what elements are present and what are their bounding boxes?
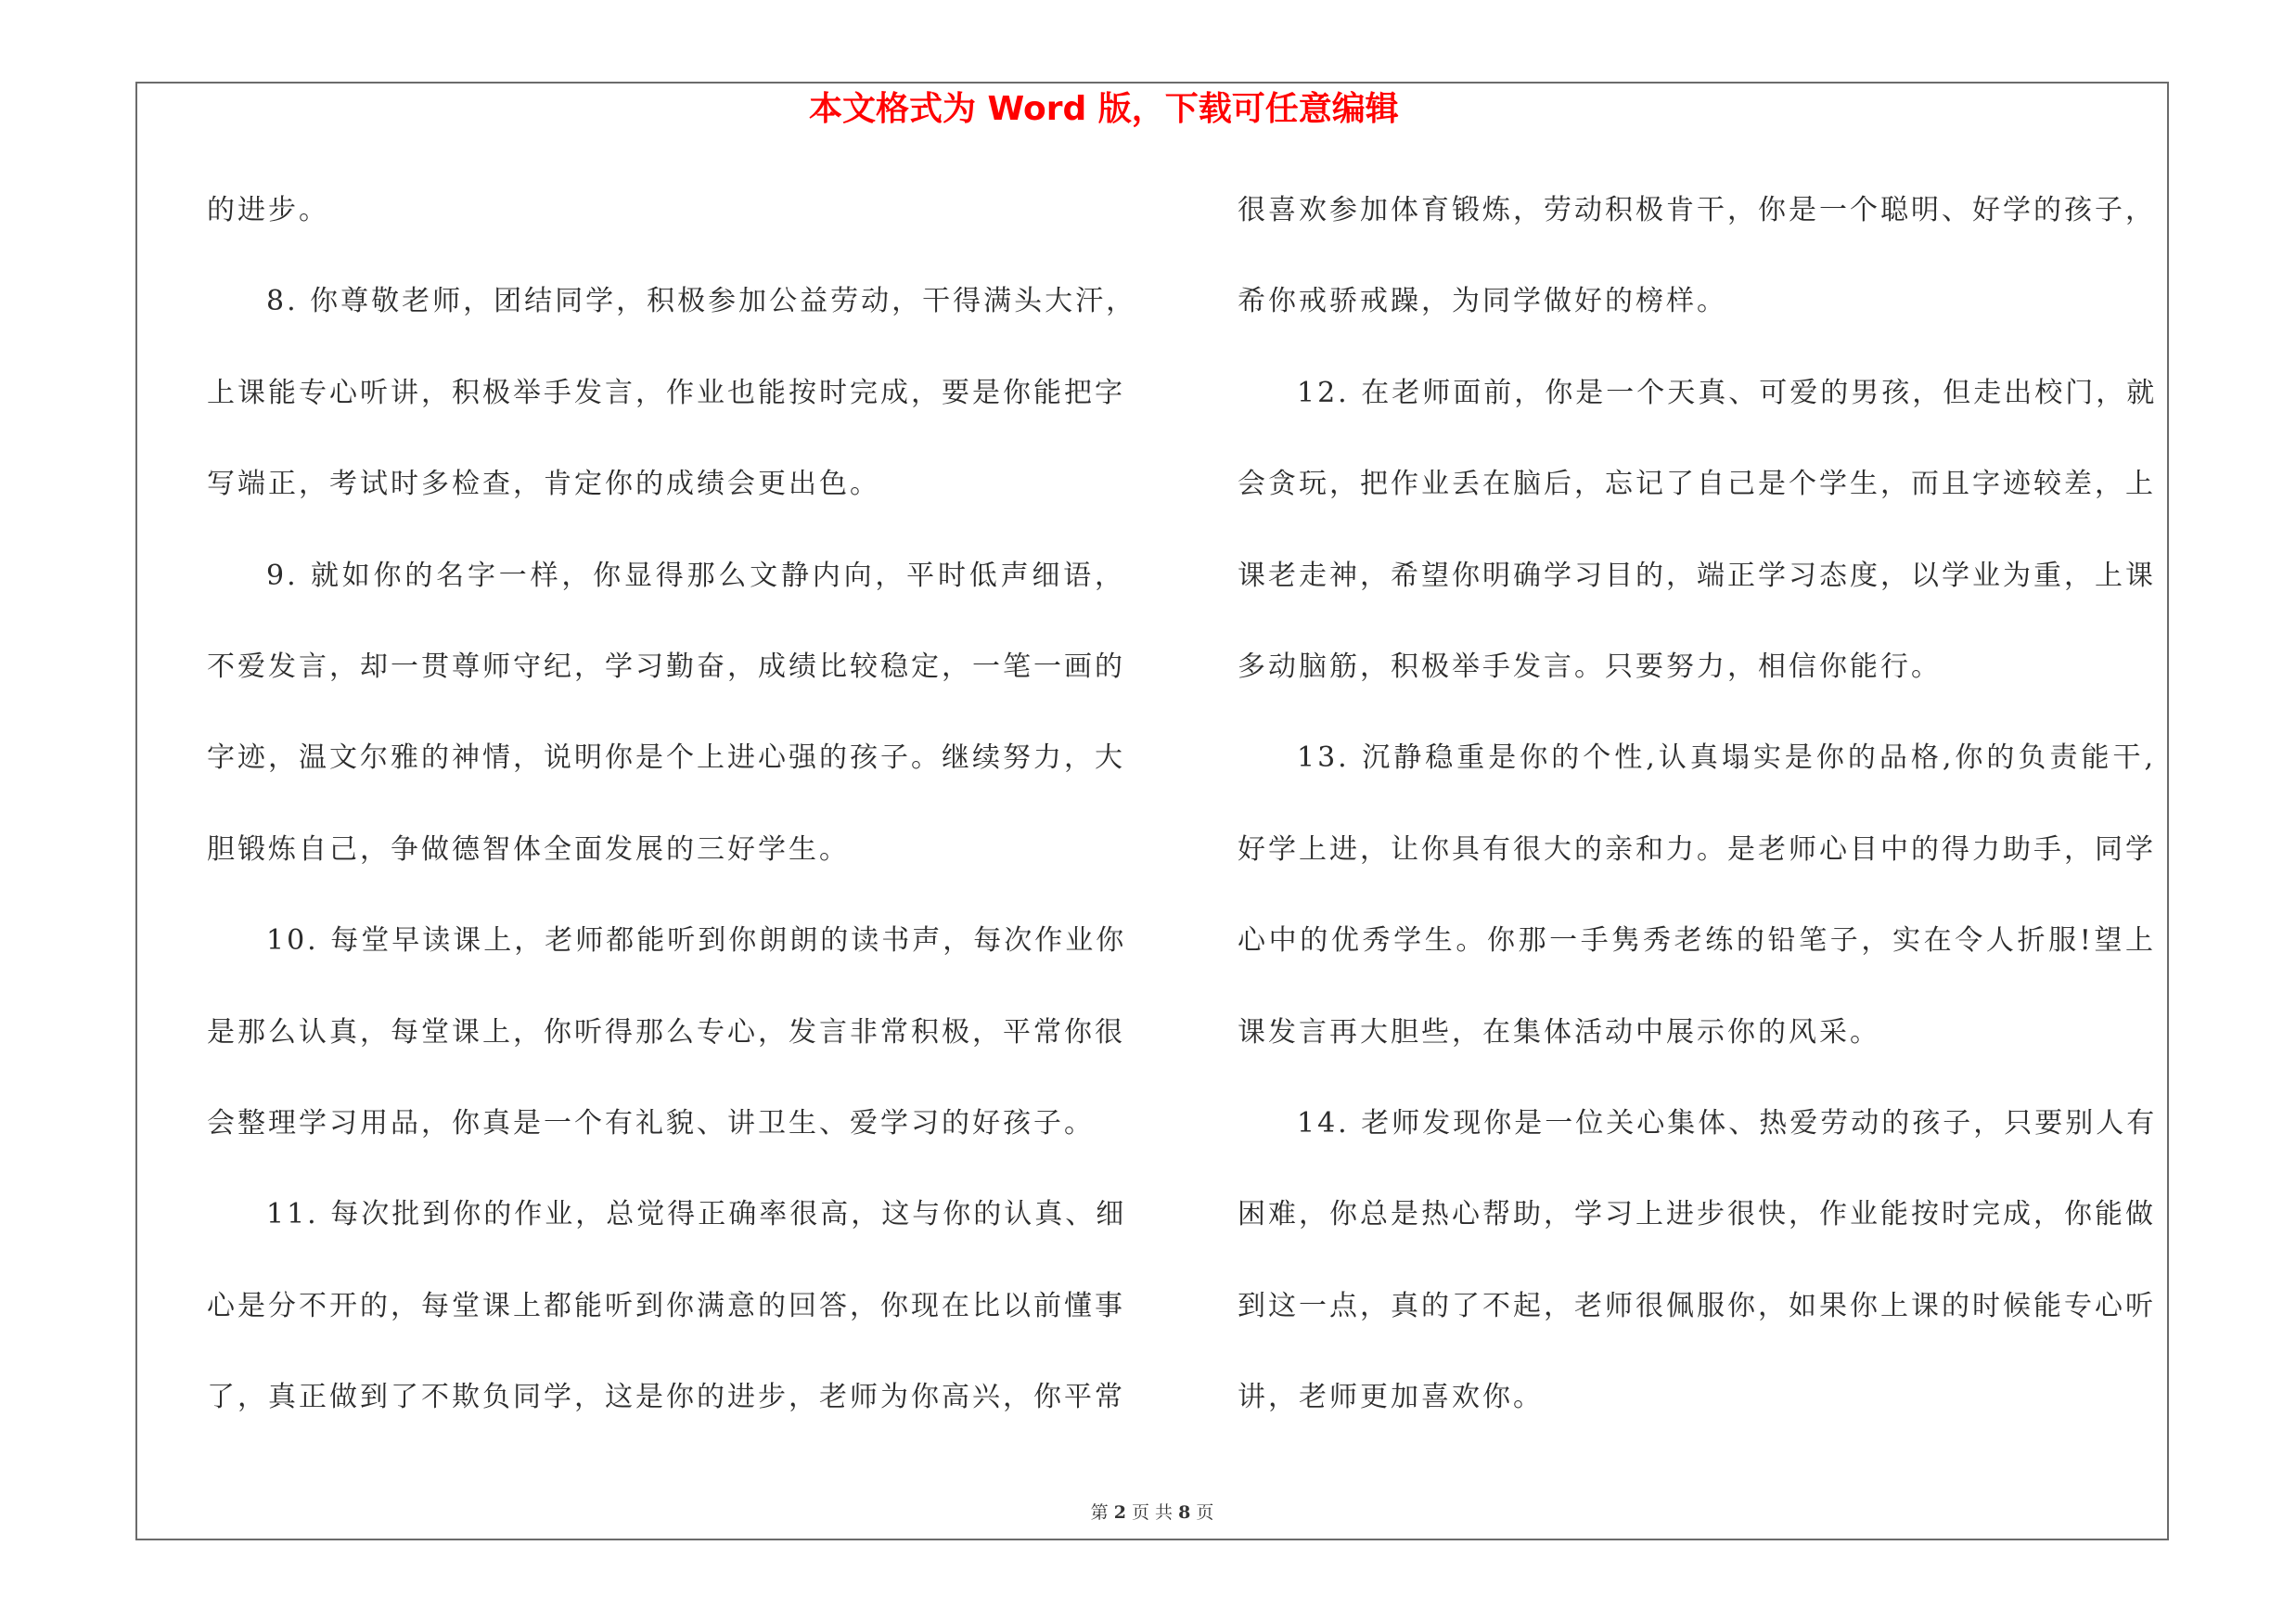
paragraph-line: 希你戒骄戒躁，为同学做好的榜样。 [1238, 285, 1727, 318]
paragraph-line: 到这一点，真的了不起，老师很佩服你，如果你上课的时候能专心听 [1238, 1289, 2156, 1322]
right-column [1238, 165, 2156, 1443]
paragraph-line: 12. 在老师面前，你是一个天真、可爱的男孩，但走出校门，就 [1297, 376, 2158, 409]
paragraph-line: 好学上进，让你具有很大的亲和力。是老师心目中的得力助手，同学 [1238, 832, 2156, 866]
comment-paragraph [1238, 713, 2156, 1078]
paragraph-line: 10. 每堂早读课上，老师都能听到你朗朗的读书声，每次作业你 [266, 924, 1127, 958]
paragraph-line: 困难，你总是热心帮助，学习上进步很快，作业能按时完成，你能做 [1238, 1198, 2156, 1231]
paragraph-line: 课发言再大胆些，在集体活动中展示你的风采。 [1238, 1015, 1880, 1049]
paragraph-line: 心是分不开的，每堂课上都能听到你满意的回答，你现在比以前懂事 [207, 1289, 1125, 1322]
paragraph-line: 14. 老师发现你是一位关心集体、热爱劳动的孩子，只要别人有 [1297, 1106, 2158, 1140]
comment-paragraph [1238, 165, 2156, 348]
page-mid: 页 共 [1131, 1502, 1174, 1523]
comment-paragraph [207, 895, 1125, 1169]
paragraph-line: 会贪玩，把作业丢在脑后，忘记了自己是个学生，而且字迹较差，上 [1238, 468, 2156, 501]
left-column [207, 165, 1137, 1443]
comment-paragraph [207, 165, 1125, 256]
page-number-footer [135, 1501, 2169, 1524]
paragraph-line: 字迹，温文尔雅的神情，说明你是个上进心强的孩子。继续努力，大 [207, 741, 1125, 775]
paragraph-line: 8. 你尊敬老师，团结同学，积极参加公益劳动，干得满头大汗， [266, 285, 1137, 318]
paragraph-line: 多动脑筋，积极举手发言。只要努力，相信你能行。 [1238, 650, 1942, 683]
paragraph-line: 胆锻炼自己，争做德智体全面发展的三好学生。 [207, 832, 850, 866]
page-prefix: 第 [1090, 1502, 1109, 1523]
paragraph-line: 11. 每次批到你的作业，总觉得正确率很高，这与你的认真、细 [266, 1198, 1127, 1231]
format-notice-banner: 本文格式为 Word 版，下载可任意编辑 [809, 90, 1399, 128]
comment-paragraph [207, 531, 1125, 896]
paragraph-line: 讲，老师更加喜欢你。 [1238, 1381, 1544, 1414]
paragraph-line: 了，真正做到了不欺负同学，这是你的进步，老师为你高兴，你平常 [207, 1381, 1125, 1414]
paragraph-line: 的进步。 [207, 194, 329, 226]
page-suffix: 页 [1196, 1502, 1214, 1523]
comment-paragraph [207, 256, 1137, 530]
paragraph-line: 13. 沉静稳重是你的个性,认真塌实是你的品格,你的负责能干, [1297, 741, 2156, 775]
paragraph-line: 上课能专心听讲，积极举手发言，作业也能按时完成，要是你能把字 [207, 376, 1125, 409]
paragraph-line: 写端正，考试时多检查，肯定你的成绩会更出色。 [207, 468, 880, 501]
page-total: 8 [1178, 1502, 1191, 1523]
comment-paragraph [1238, 348, 2156, 714]
paragraph-line: 课老走神，希望你明确学习目的，端正学习态度，以学业为重，上课 [1238, 559, 2156, 592]
comment-paragraph [207, 1169, 1125, 1443]
paragraph-line: 是那么认真，每堂课上，你听得那么专心，发言非常积极，平常你很 [207, 1015, 1125, 1049]
paragraph-line: 会整理学习用品，你真是一个有礼貌、讲卫生、爱学习的好孩子。 [207, 1106, 1095, 1140]
page-number: 2 [1113, 1502, 1126, 1523]
paragraph-line: 不爱发言，却一贯尊师守纪，学习勤奋，成绩比较稳定，一笔一画的 [207, 650, 1125, 683]
paragraph-line: 9. 就如你的名字一样，你显得那么文静内向，平时低声细语， [266, 559, 1125, 592]
paragraph-line: 心中的优秀学生。你那一手隽秀老练的铅笔子，实在令人折服!望上 [1238, 924, 2156, 958]
paragraph-line: 很喜欢参加体育锻炼，劳动积极肯干，你是一个聪明、好学的孩子， [1238, 194, 2156, 226]
comment-paragraph [1238, 1078, 2156, 1444]
